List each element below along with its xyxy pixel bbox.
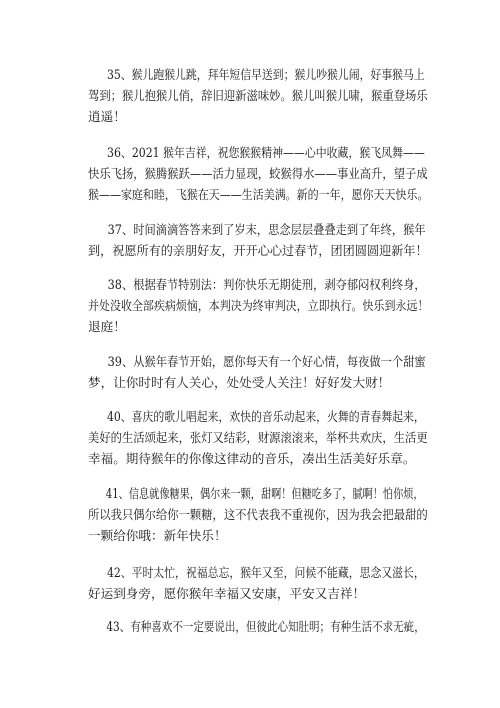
paragraph-37	[88, 219, 428, 261]
paragraph-36	[88, 142, 428, 205]
text-line: 梦，让你时时有人关心，处处受人关注！好好发大财！	[88, 375, 391, 390]
paragraph-43	[88, 616, 428, 637]
text-line: 幸福。期待猴年的你像这律动的音乐，凑出生活美好乐章。	[88, 451, 416, 466]
text-line: 并处没收全部疾病烦恼，本判决为终审判决，立即执行。快乐到永远！	[88, 298, 429, 313]
text-line: 42、平时太忙，祝福总忘，猴年又至，问候不能藏，思念又滋长，	[106, 565, 425, 580]
text-line: 美好的生活颂起来，张灯又结彩，财源滚滚来，举杯共欢庆，生活更	[88, 430, 428, 445]
paragraph-39	[88, 351, 428, 393]
text-line: 到，祝愿所有的亲朋好友，开开心心过春节，团团圆圆迎新年！	[88, 243, 428, 258]
text-line: 快乐飞扬，猴腾猴跃——活力显现，蛟猴得水——事业高升，望子成	[88, 166, 428, 181]
text-line: 37、时间滴滴答答来到了岁末，思念层层叠叠走到了年终，猴年	[107, 222, 426, 237]
text-line: 39、从猴年春节开始，愿你每天有一个好心情，每夜做一个甜蜜	[107, 354, 426, 369]
text-line: 36、2021 猴年吉祥，祝您猴猴精神——心中收藏，猴飞凤舞——	[107, 145, 425, 160]
text-line: 40、喜庆的歌儿唱起来，欢快的音乐动起来，火舞的青春舞起来，	[106, 409, 425, 424]
paragraph-42	[88, 562, 428, 604]
text-line: 41、信息就像糖果，偶尔来一颗，甜啊！但糖吃多了，腻啊！怕你烦，	[105, 486, 424, 501]
paragraph-40	[88, 406, 428, 469]
text-line: 驾到；猴儿抱猴儿俏，辞旧迎新滋味妙。猴儿叫猴儿啸，猴重登场乐	[88, 88, 428, 103]
text-line: 35、猴儿跑猴儿跳，拜年短信早送到；猴儿吵猴儿闹，好事猴马上	[106, 67, 425, 82]
text-line: 所以我只偶尔给你一颗糖，这不代表我不重视你，因为我会把最甜的	[88, 507, 428, 522]
paragraph-38	[88, 274, 428, 337]
text-line: 38、根据春节特别法：判你快乐无期徒刑，剥夺郁闷权利终身，	[107, 277, 426, 292]
text-line: 逍遥！	[88, 109, 126, 124]
paragraph-35	[88, 64, 428, 127]
text-line: 退庭！	[88, 319, 126, 334]
text-line: 43、有种喜欢不一定要说出，但彼此心知肚明；有种生活不求无疵，	[106, 619, 425, 634]
text-line: 好运到身旁，愿你猴年幸福又安康，平安又吉祥！	[88, 586, 366, 601]
text-line: 一颗给你哦：新年快乐！	[88, 528, 227, 543]
text-line: 猴——家庭和睦，飞猴在天——生活美满。新的一年，愿你天天快乐。	[88, 187, 429, 202]
paragraph-41	[88, 483, 428, 546]
